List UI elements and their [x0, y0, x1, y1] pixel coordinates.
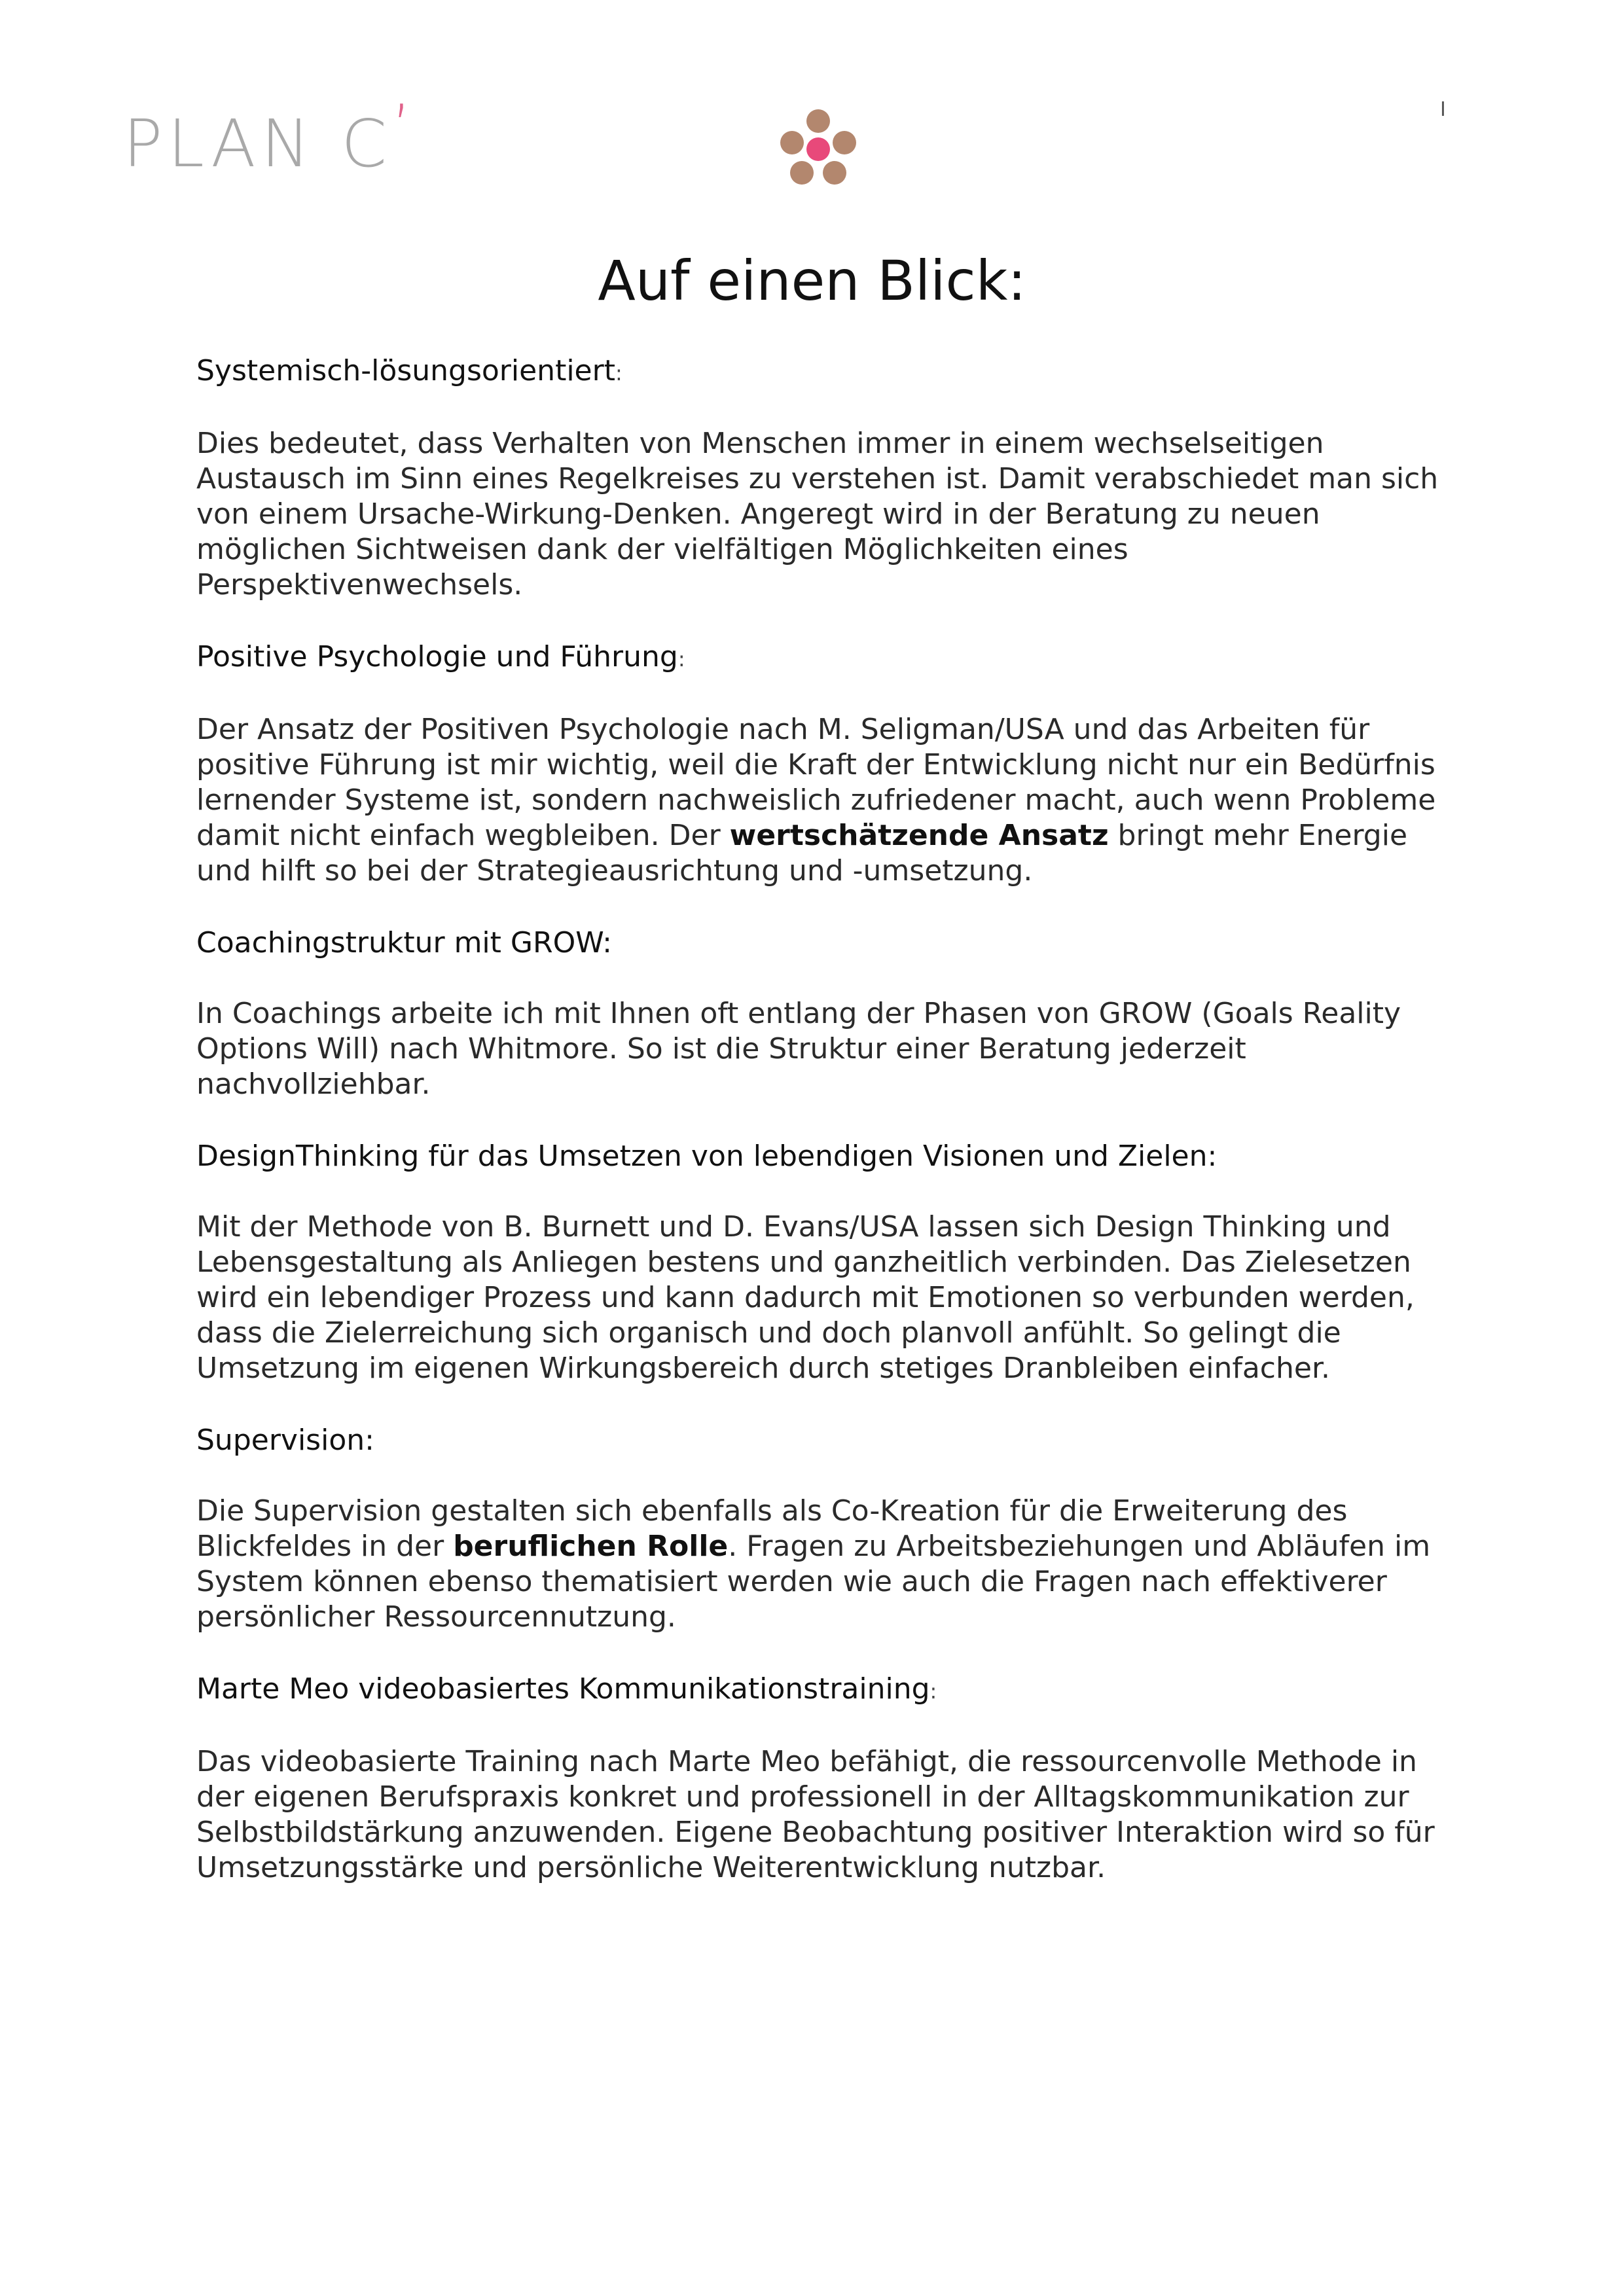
section-heading — [196, 1672, 1440, 1709]
section-paragraph: Dies bedeutet, dass Verhalten von Menschen immer in einem wechselseitigen Austausch im Sinn eines Regelkreises zu verstehen ist. Damit verabschiedet man sich von einem Ursache-Wirkung-Denken. Angeregt wird in der Beratung zu neuen möglichen Sichtweisen dank der vielfältigen Möglichkeiten eines Perspektivenwechsels. — [196, 427, 1439, 601]
paragraph-emphasis: wertschätzende Ansatz — [729, 819, 1109, 852]
section-heading-suffix: : — [677, 647, 685, 672]
flower-center — [806, 137, 830, 161]
paragraph-text: bringt mehr Energie und hilft so bei der Strategieausrichtung und -umsetzung. — [196, 819, 1408, 888]
flower-petal-bottom-right — [823, 161, 846, 185]
section-grow — [196, 925, 1440, 1102]
paragraph-emphasis: beruflichen Rolle — [453, 1530, 729, 1563]
flower-petal-bottom-left — [790, 161, 814, 185]
section-heading — [196, 639, 1440, 677]
page-title: Auf einen Blick: — [598, 249, 1026, 313]
section-heading-suffix: : — [929, 1679, 937, 1704]
logo-accent: ’ — [392, 92, 416, 161]
flower-logo-icon — [772, 105, 864, 196]
section-positive-psychologie — [196, 639, 1440, 889]
section-supervision — [196, 1423, 1440, 1635]
paragraph-text: Der Ansatz der Positiven Psychologie nach M. Seligman/USA und das Arbeiten für positive Führung ist mir wichtig, weil die Kraft der Entwicklung nicht nur ein Bedürfnis lernender Systeme ist, sondern nachweislich zufriedener macht, auch wenn Probleme damit nicht einfach wegbleiben. Der — [196, 713, 1436, 852]
page-number: I — [1440, 98, 1446, 121]
section-heading-suffix: : — [615, 361, 623, 386]
section-paragraph — [196, 712, 1440, 889]
section-heading-text: Marte Meo videobasiertes Kommunikationstraining — [196, 1672, 930, 1706]
section-systemisch — [196, 353, 1440, 603]
section-heading: Coachingstruktur mit GROW: — [196, 926, 612, 960]
document-body — [196, 353, 1440, 1922]
section-paragraph: Mit der Methode von B. Burnett und D. Evans/USA lassen sich Design Thinking und Lebensgestaltung als Anliegen bestens und ganzheitlich verbinden. Das Zielesetzen wird ein lebendiger Prozess und kann dadurch mit Emotionen so verbunden werden, dass die Zielerreichung sich organisch und doch planvoll anfühlt. So gelingt die Umsetzung im eigenen Wirkungsbereich durch stetiges Dranbleiben einfacher. — [196, 1210, 1415, 1385]
logo-text: PLAN C — [123, 105, 393, 182]
section-paragraph: In Coachings arbeite ich mit Ihnen oft entlang der Phasen von GROW (Goals Reality Options Will) nach Whitmore. So ist die Struktur einer Beratung jederzeit nachvollziehbar. — [196, 997, 1401, 1101]
section-heading-text: Positive Psychologie und Führung — [196, 640, 678, 673]
section-heading-text: Systemisch-lösungsorientiert — [196, 354, 615, 387]
flower-petal-left — [780, 131, 804, 154]
plan-c-logo — [123, 92, 416, 182]
section-heading — [196, 353, 1440, 391]
flower-petal-right — [833, 131, 856, 154]
section-design-thinking — [196, 1139, 1440, 1386]
section-heading: DesignThinking für das Umsetzen von lebendigen Visionen und Zielen: — [196, 1139, 1218, 1173]
paragraph-text: . Fragen zu Arbeitsbeziehungen und Abläufen im System können ebenso thematisiert werden wie auch die Fragen nach effektiverer persönlicher Ressourcennutzung. — [196, 1530, 1431, 1634]
section-marte-meo — [196, 1672, 1440, 1886]
flower-petal-top — [806, 109, 830, 133]
section-paragraph — [196, 1494, 1440, 1635]
section-heading: Supervision: — [196, 1424, 374, 1457]
section-paragraph: Das videobasierte Training nach Marte Meo befähigt, die ressourcenvolle Methode in der eigenen Berufspraxis konkret und professionell in der Alltagskommunikation zur Selbstbildstärkung anzuwenden. Eigene Beobachtung positiver Interaktion wird so für Umsetzungsstärke und persönliche Weiterentwicklung nutzbar. — [196, 1745, 1435, 1884]
paragraph-text: Die Supervision gestalten sich ebenfalls als Co-Kreation für die Erweiterung des Blickfeldes in der — [196, 1494, 1348, 1563]
